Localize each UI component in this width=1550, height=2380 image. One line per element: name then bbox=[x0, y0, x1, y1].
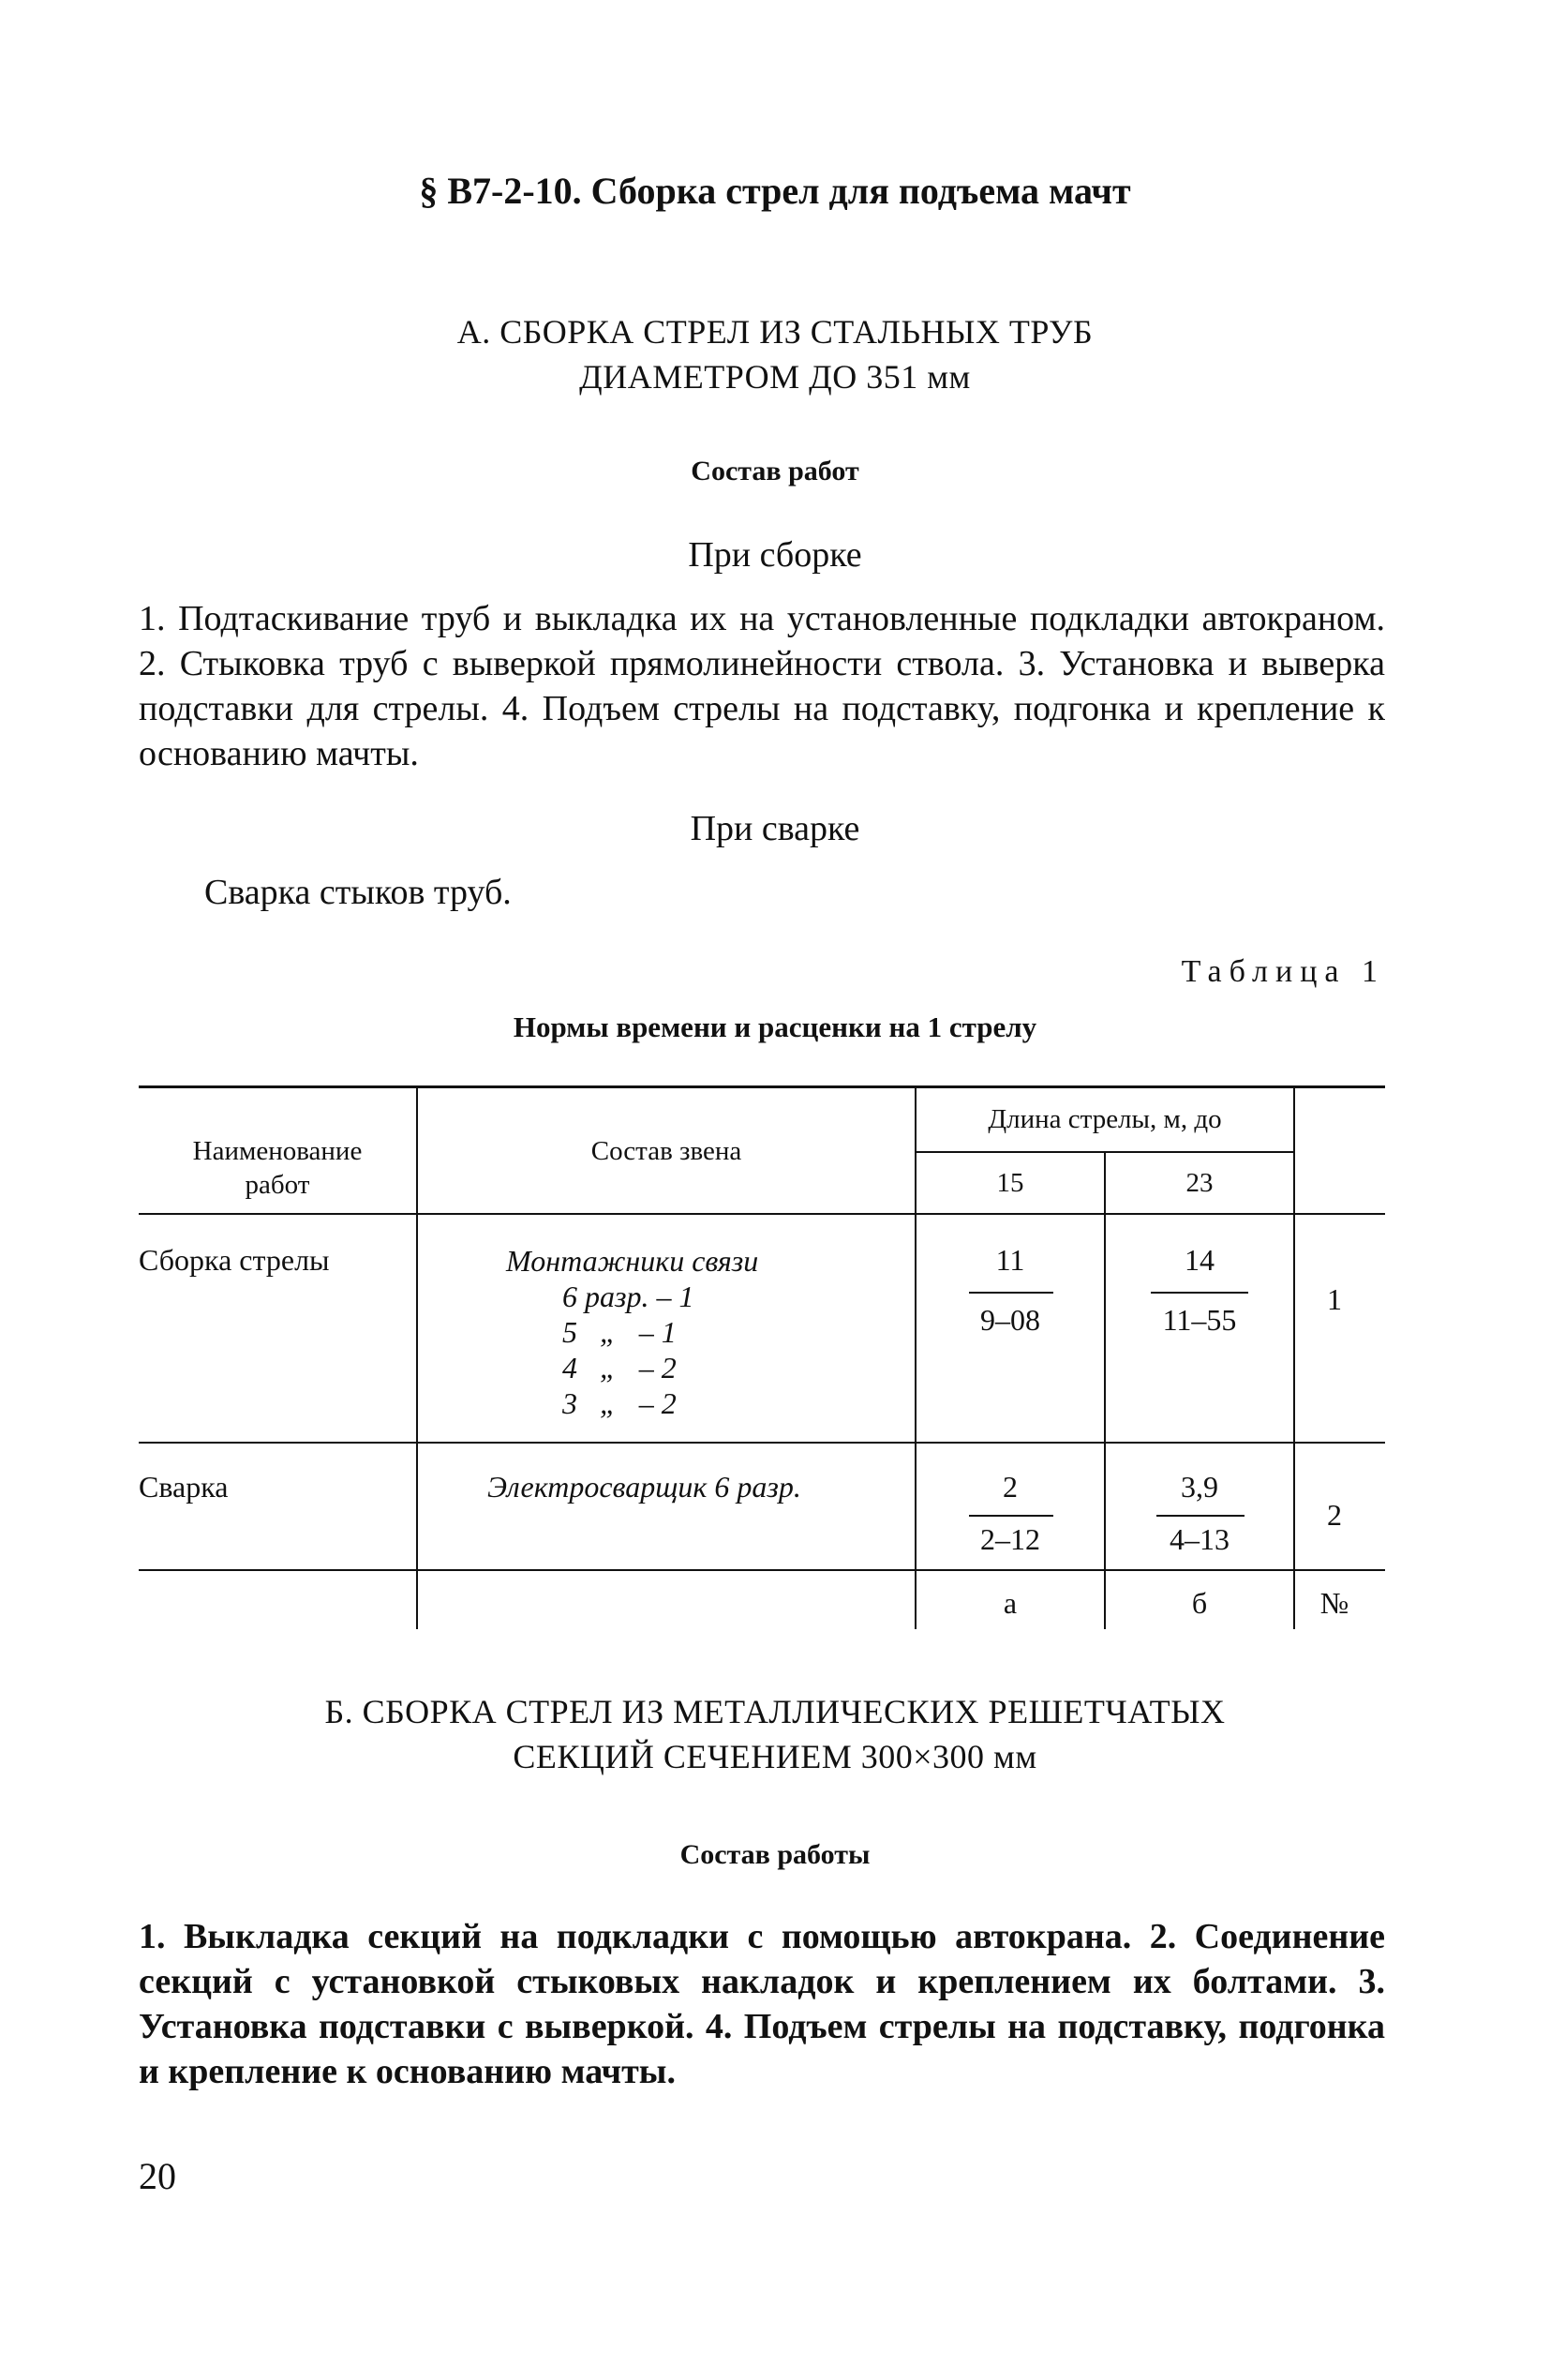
row1-crew-line: 5 „ – 1 bbox=[562, 1315, 677, 1349]
col-divider-4 bbox=[1293, 1085, 1295, 1629]
row1-work: Сборка стрелы bbox=[139, 1243, 330, 1277]
row1-crew-line: 3 „ – 2 bbox=[562, 1386, 677, 1420]
table-top-rule bbox=[139, 1085, 1385, 1088]
footer-col-no: № bbox=[1319, 1586, 1349, 1620]
row2-len15-fraction-bar bbox=[969, 1515, 1053, 1517]
assembly-title: При сборке bbox=[688, 535, 862, 575]
row1-crew-line: 6 разр. – 1 bbox=[562, 1280, 694, 1313]
row1-number: 1 bbox=[1327, 1282, 1342, 1316]
row2-number: 2 bbox=[1327, 1498, 1342, 1532]
header-work-name-line1: Наименование bbox=[192, 1136, 363, 1166]
section-b-heading-line1: Б. СБОРКА СТРЕЛ ИЗ МЕТАЛЛИЧЕСКИХ РЕШЕТЧАТЫХ bbox=[324, 1693, 1226, 1730]
footer-col-a: а bbox=[1003, 1586, 1018, 1620]
header-work-name-line2: работ bbox=[245, 1170, 310, 1200]
welding-text: Сварка стыков труб. bbox=[204, 873, 512, 912]
row1-crew-line: Монтажники связи bbox=[506, 1244, 759, 1278]
section-a-heading-line2: ДИАМЕТРОМ ДО 351 мм bbox=[579, 358, 971, 396]
header-work-name bbox=[139, 1134, 416, 1202]
row2-len23-time: 3,9 bbox=[1181, 1470, 1218, 1504]
row2-crew: Электросварщик 6 разр. bbox=[487, 1470, 801, 1504]
header-length-group: Длина стрелы, м, до bbox=[988, 1104, 1222, 1134]
header-bottom-rule bbox=[139, 1213, 1385, 1215]
row1-len23-fraction-bar bbox=[1151, 1292, 1248, 1294]
row1-crew bbox=[506, 1243, 759, 1421]
col-divider-3 bbox=[1104, 1151, 1106, 1629]
row1-len15-time: 11 bbox=[995, 1243, 1025, 1277]
composition-title-b: Состав работы bbox=[679, 1839, 871, 1870]
row2-len23-rate: 4–13 bbox=[1170, 1522, 1230, 1556]
page-number: 20 bbox=[139, 2155, 176, 2197]
section-b-text: 1. Выкладка секций на подкладки с помощью автокрана. 2. Соединение секций с установкой стыковых накладок и креплением их болтами. 3. Установка подставки с выверкой. 4. Подъем стрелы на подставку, подгонка и крепление к основанию мачты. bbox=[139, 1917, 1385, 2091]
header-crew: Состав звена bbox=[590, 1136, 742, 1166]
row1-len23-time: 14 bbox=[1185, 1243, 1215, 1277]
row2-work: Сварка bbox=[139, 1470, 229, 1504]
assembly-text: 1. Подтаскивание труб и выкладка их на установленные подкладки автокраном. 2. Стыковка труб с выверкой прямолинейности ствола. 3. Установка и выверка подставки для стрелы. 4. Подъем стрелы на подставку, подгонка и крепление к основанию мачты. bbox=[139, 599, 1385, 773]
row2-bottom-rule bbox=[139, 1569, 1385, 1571]
welding-title: При сварке bbox=[690, 809, 860, 848]
section-b-heading-line2: СЕКЦИЙ СЕЧЕНИЕМ 300×300 мм bbox=[513, 1738, 1037, 1775]
row2-len15-rate: 2–12 bbox=[980, 1522, 1040, 1556]
table-caption: Нормы времени и расценки на 1 стрелу bbox=[513, 1010, 1037, 1043]
row1-crew-line: 4 „ – 2 bbox=[562, 1351, 677, 1385]
row2-len23-fraction-bar bbox=[1156, 1515, 1244, 1517]
composition-title-a: Состав работ bbox=[691, 456, 859, 486]
section-a-heading-line1: А. СБОРКА СТРЕЛ ИЗ СТАЛЬНЫХ ТРУБ bbox=[456, 313, 1094, 351]
row2-len15-time: 2 bbox=[1003, 1470, 1018, 1504]
footer-col-b: б bbox=[1191, 1586, 1208, 1620]
header-length-15: 15 bbox=[996, 1168, 1024, 1198]
table-label: Таблица 1 bbox=[1181, 954, 1385, 989]
row1-len15-fraction-bar bbox=[969, 1292, 1053, 1294]
section-title: § В7-2-10. Сборка стрел для подъема мачт bbox=[419, 170, 1131, 212]
row1-len15-rate: 9–08 bbox=[980, 1303, 1040, 1337]
row1-len23-rate: 11–55 bbox=[1162, 1303, 1237, 1337]
norms-table bbox=[139, 1085, 1385, 1629]
row1-bottom-rule bbox=[139, 1442, 1385, 1444]
header-length-23: 23 bbox=[1185, 1168, 1214, 1198]
